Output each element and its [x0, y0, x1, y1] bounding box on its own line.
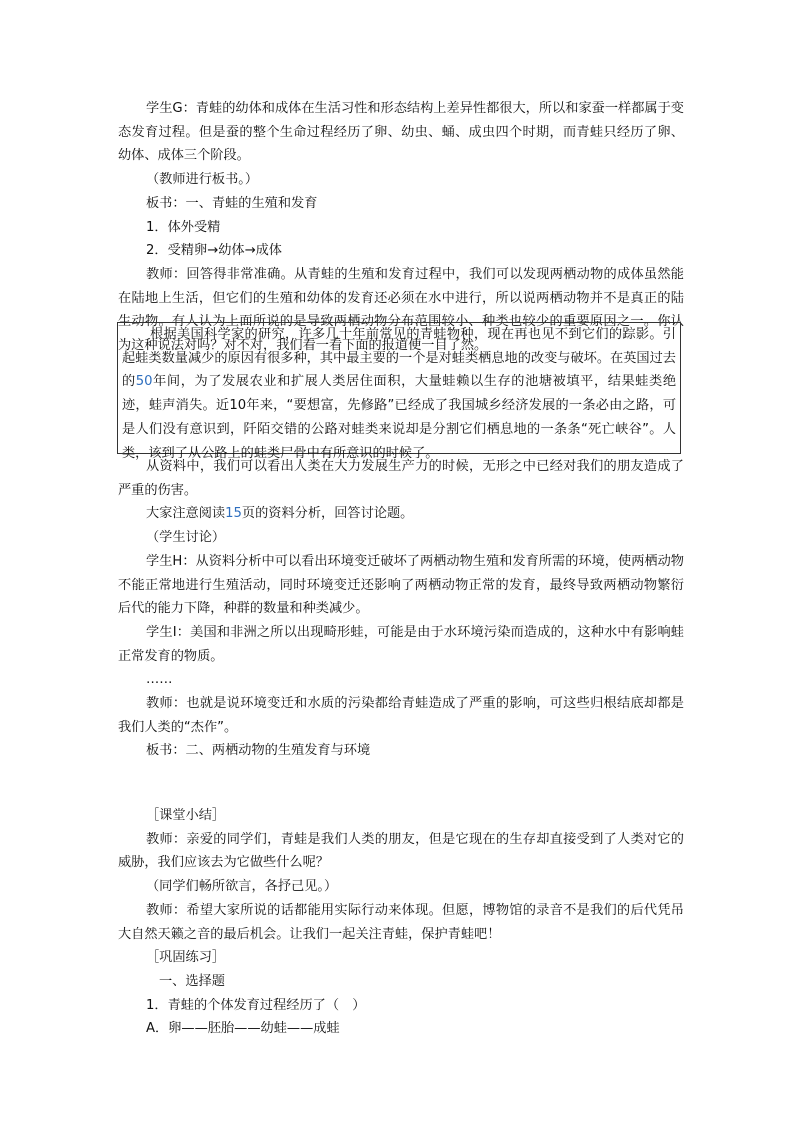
news-report-box: [117, 322, 681, 461]
paragraph-teacher-2: 教师：也就是说环境变迁和水质的污染都给青蛙造成了严重的影响，可这些归根结底却都是我们人类的“杰作”。: [118, 696, 684, 735]
heading-exercises: ［巩固练习］: [146, 950, 226, 966]
board-title-1: 板书：一、青蛙的生殖和发育: [146, 195, 318, 211]
paragraph-teacher-4: 教师：希望大家所说的话都能用实际行动来体现。但愿，博物馆的录音不是我们的后代凭吊大自然天籁之音的最后机会。让我们一起关注青蛙，保护青蛙吧！: [118, 902, 684, 942]
question-1: 1．青蛙的个体发育过程经历了（ ）: [146, 997, 366, 1013]
paragraph-summary-data: 从资料中，我们可以看出人类在大力发展生产力的时候，无形之中已经对我们的朋友造成了严重的伤害。: [118, 459, 684, 498]
board-title-2: 板书：二、两栖动物的生殖发育与环境: [146, 743, 371, 759]
report-text-part1: 根据美国科学家的研究，许多几十年前常见的青蛙物种，现在再也见不到它们的踪影。引起蛙类数量减少的原因有很多种，其中最主要的一个是对蛙类栖息地的改变与破坏。在英国过去的: [122, 327, 676, 390]
paragraph-teacher-note: （教师进行板书。）: [146, 172, 259, 188]
board-item-1: 1．体外受精: [146, 219, 221, 235]
option-a: A．卵——胚胎——幼蛙——成蛙: [146, 1021, 340, 1037]
paragraph-student-discussion: （学生讨论）: [146, 530, 226, 546]
read-instruction-a: 大家注意阅读: [146, 506, 226, 522]
paragraph-student-i: 学生I：美国和非洲之所以出现畸形蛙，可能是由于水环境污染而造成的，这种水中有影响蛙正常发育的物质。: [118, 624, 684, 664]
section-discussion: [118, 455, 684, 763]
section-student-g: [118, 97, 684, 358]
paragraph-student-h: 学生H：从资料分析中可以看出环境变迁破坏了两栖动物生殖和发育所需的环境，使两栖动物不能正常地进行生殖活动，同时环境变迁还影响了两栖动物正常的发育，最终导致两栖动物繁衍后代的能力下降，种群的数量和种类减少。: [118, 553, 684, 617]
heading-class-summary: ［课堂小结］: [146, 808, 226, 823]
paragraph-student-response: （同学们畅所欲言，各抒己见。）: [146, 879, 338, 895]
report-number-50: 50: [135, 374, 153, 390]
board-item-2: 2．受精卵→幼体→成体: [146, 243, 282, 259]
report-text-part3: 年来，“要想富，先修路”已经成了我国城乡经济发展的一条必由之路，可是人们没有意识到，阡陌交错的公路对蛙类来说却是分割它们栖息地的一条条“死亡峡谷”。人类，该到了从公路上的蛙类尸骨中有所意识的时候了。: [122, 398, 677, 461]
section-summary: [118, 804, 684, 1041]
paragraph-teacher-3: 教师：亲爱的同学们，青蛙是我们人类的朋友，但是它现在的生存却直接受到了人类对它的威胁，我们应该去为它做些什么呢？: [118, 831, 684, 871]
heading-multiple-choice: 一、选择题: [159, 973, 225, 989]
news-report-text: [118, 323, 680, 465]
report-number-10: 10: [229, 398, 247, 414]
paragraph-student-g: 学生G：青蛙的幼体和成体在生活习性和形态结构上差异性都很大，所以和家蚕一样都属于变态发育过程。但是蚕的整个生命过程经历了卵、幼虫、蛹、成虫四个时期，而青蛙只经历了卵、幼体、成体三个阶段。: [118, 101, 684, 164]
paragraph-ellipsis: ……: [146, 672, 173, 688]
read-instruction-b: 页的资料分析，回答讨论题。: [241, 506, 414, 522]
paragraph-teacher-1: 教师：回答得非常准确。从青蛙的生殖和发育过程中，我们可以发现两栖动物的成体虽然能在陆地上生活，但它们的生殖和幼体的发育还必须在水中进行，所以说两栖动物并不是真正的陆生动物。有人认为上面所说的是导致两栖动物分布范围较小、种类也较少的重要原因之一。你认为这种说法对吗？对不对，我们看一看下面的报道便一目了然。: [118, 266, 684, 354]
report-text-part2: 年间，为了发展农业和扩展人类居住面积，大量蛙赖以生存的池塘被填平，结果蛙类绝迹，蛙声消失。近: [122, 374, 677, 414]
paragraph-read-instruction: [118, 502, 684, 526]
page-number-15: 15: [225, 506, 242, 522]
